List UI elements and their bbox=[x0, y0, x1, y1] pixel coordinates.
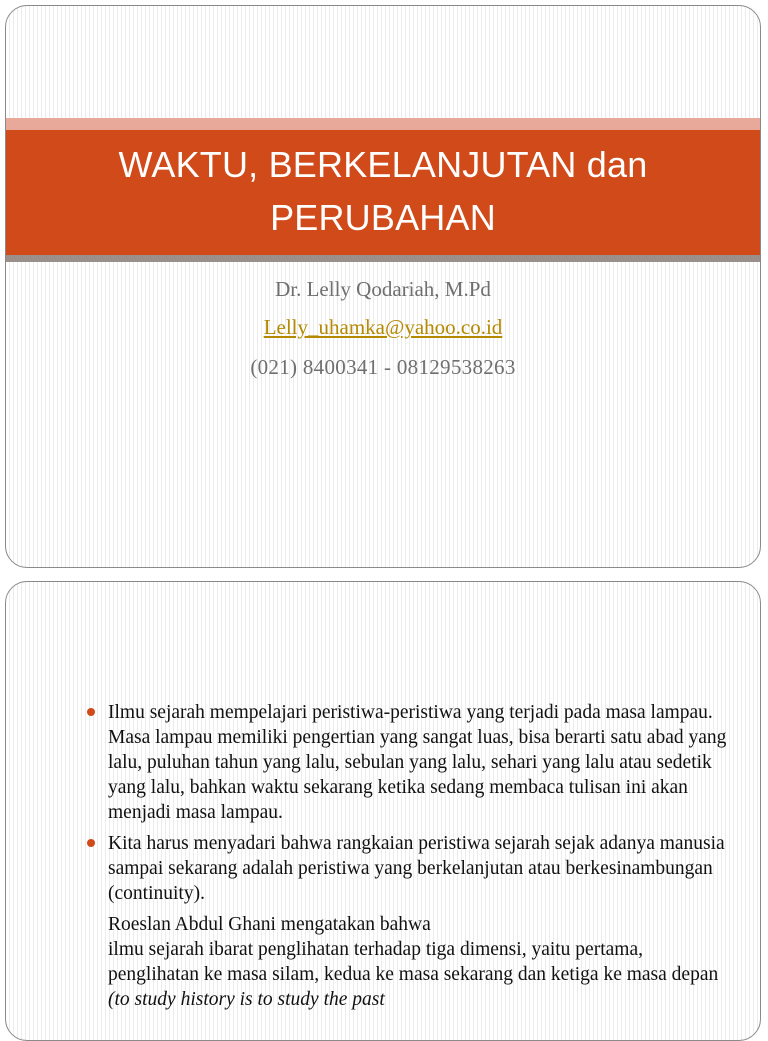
author-email-link[interactable]: Lelly_uhamka@yahoo.co.id bbox=[263, 315, 503, 339]
quote-paragraph bbox=[108, 912, 736, 1012]
title-band-top-stripe bbox=[6, 118, 760, 130]
quote-text-italic: (to study history is to study the past bbox=[108, 989, 385, 1010]
quote-text-main: ilmu sejarah ibarat penglihatan terhadap tiga dimensi, yaitu pertama, penglihatan ke masa silam, kedua ke masa sekarang dan ketiga ke masa depan bbox=[108, 939, 719, 985]
bullet-item: Kita harus menyadari bahwa rangkaian peristiwa sejarah sejak adanya manusia sampai sekarang adalah peristiwa yang berkelanjutan atau berkesinambungan (continuity). bbox=[108, 831, 736, 906]
title-band bbox=[6, 130, 760, 255]
title-band-bottom-stripe bbox=[6, 255, 760, 262]
content-slide bbox=[5, 581, 761, 1041]
slide-title-line2: PERUBAHAN bbox=[270, 197, 496, 238]
title-slide bbox=[5, 5, 761, 568]
author-phone: (021) 8400341 - 08129538263 bbox=[250, 355, 516, 379]
slide-title-line1: WAKTU, BERKELANJUTAN dan bbox=[118, 144, 648, 185]
slide-title bbox=[6, 138, 760, 244]
bullet-item: Ilmu sejarah mempelajari peristiwa-peristiwa yang terjadi pada masa lampau. Masa lampau memiliki pengertian yang sangat luas, bisa berarti satu abad yang lalu, puluhan tahun yang lalu, sebulan yang lalu, sehari yang lalu atau sedetik yang lalu, bahkan waktu sekarang ketika sedang membaca tulisan ini akan menjadi masa lampau. bbox=[108, 700, 736, 825]
author-name: Dr. Lelly Qodariah, M.Pd bbox=[275, 277, 491, 301]
quote-intro: Roeslan Abdul Ghani mengatakan bahwa bbox=[108, 914, 431, 935]
slide-body bbox=[86, 700, 736, 1012]
quote-text bbox=[108, 937, 736, 1012]
